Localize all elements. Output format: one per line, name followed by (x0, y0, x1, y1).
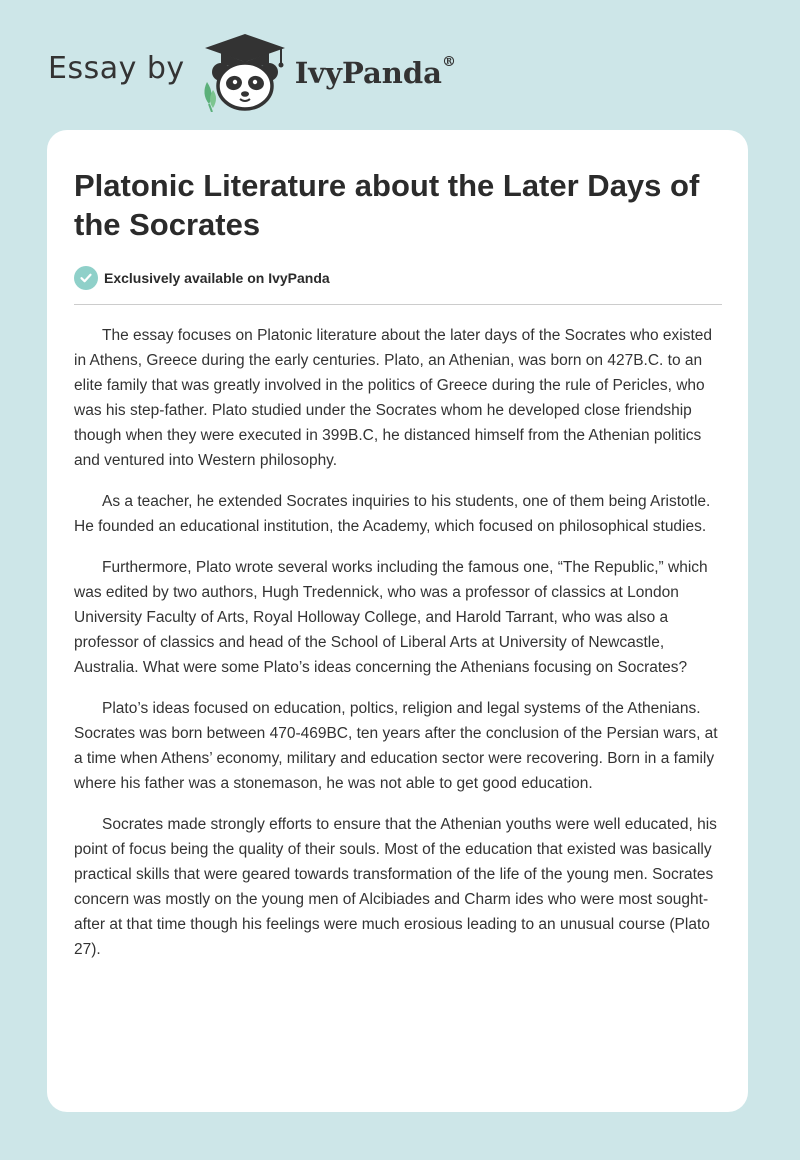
paragraph: Plato’s ideas focused on education, poltics, religion and legal systems of the Athenians. Socrates was born between 470-469BC, ten years after the conclusion of the Persian wars, at a time when Athens’ economy, military and education sector were recovering. Born in a family where his father was a stonemason, he was not able to get good education. (74, 700, 718, 792)
divider (74, 304, 722, 305)
paragraph: Socrates made strongly efforts to ensure that the Athenian youths were well educated, his point of focus being the quality of their souls. Most of the education that existed was basically practical skills that were geared towards transformation of the life of the young men. Socrates concern was mostly on the young men of Alcibiades and Charm ides who were most sought-after at that time though his feelings were much erosious leading to an unusual course (Plato 27). (74, 816, 717, 958)
registered-mark: ® (441, 54, 456, 70)
exclusive-label: Exclusively available on IvyPanda (104, 270, 330, 286)
paragraph: Furthermore, Plato wrote several works including the famous one, “The Republic,” which was edited by two authors, Hugh Tredennick, who was a professor of classics at London University Faculty of Arts, Royal Holloway College, and Harold Tarrant, who was also a professor of classics and head of the School of Liberal Arts at University of Newcastle, Australia. What were some Plato’s ideas concerning the Athenians focusing on Socrates? (74, 559, 708, 676)
site-header (48, 32, 456, 112)
brand-name (295, 56, 456, 90)
essay-title: Platonic Literature about the Later Days of the Socrates (74, 168, 700, 242)
paragraph: The essay focuses on Platonic literature about the later days of the Socrates who existed in Athens, Greece during the early centuries. Plato, an Athenian, was born on 427B.C. to an elite family that was greatly involved in the politics of Greece during the rule of Pericles, who was his step-father. Plato studied under the Socrates whom he developed close friendship though when they were executed in 399B.C, he distanced himself from the Athenian politics and ventured into Western philosophy. (74, 327, 713, 469)
check-icon (74, 266, 98, 290)
exclusive-badge (74, 266, 722, 290)
brand-text: IvyPanda (294, 56, 442, 90)
essay-card (47, 130, 748, 1112)
essay-body (74, 323, 722, 962)
panda-logo-icon (199, 32, 291, 112)
essay-by-label: Essay by (48, 50, 185, 86)
paragraph: As a teacher, he extended Socrates inquiries to his students, one of them being Aristotle. He founded an educational institution, the Academy, which focused on philosophical studies. (74, 493, 711, 535)
